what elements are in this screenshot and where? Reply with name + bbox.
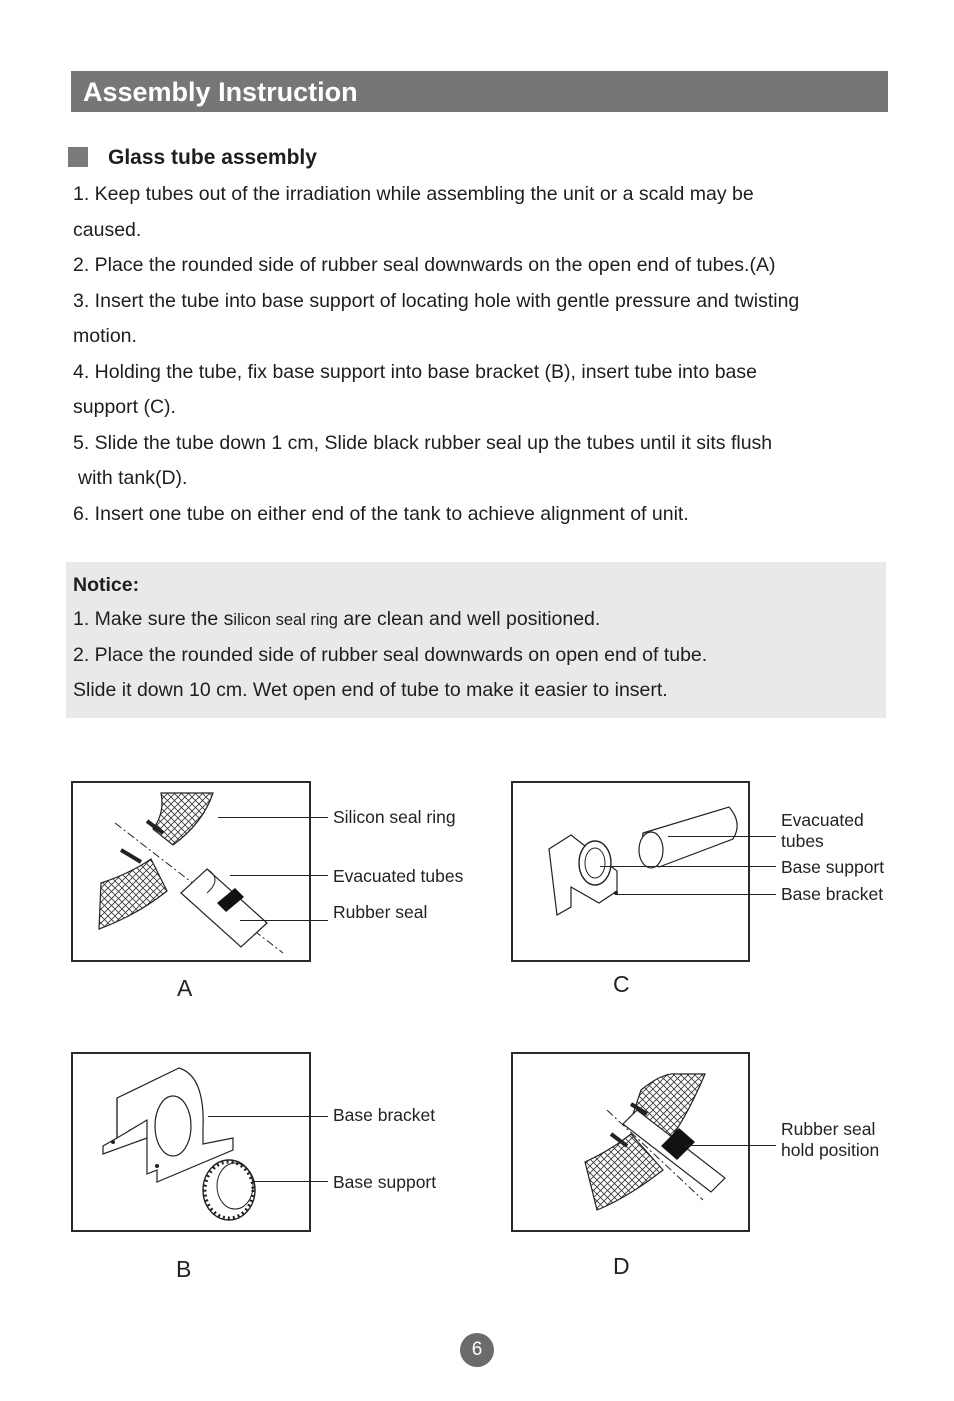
notice-title: Notice: xyxy=(73,574,140,596)
figure-b-letter: B xyxy=(176,1256,192,1282)
notice-line1-small: ilicon seal ring xyxy=(233,611,338,629)
notice-line xyxy=(73,602,707,638)
figure-a-label-evacuated-tubes: Evacuated tubes xyxy=(333,866,464,886)
header-bar xyxy=(71,71,888,112)
step-line: 4. Holding the tube, fix base support into base bracket (B), insert tube into base xyxy=(73,360,757,383)
figure-c-label-base-support: Base support xyxy=(781,857,885,877)
notice-line1-prefix: 1. Make sure the s xyxy=(73,608,234,630)
figure-c-label-tubes: tubes xyxy=(781,831,824,851)
figure-a-label-rubber-seal: Rubber seal xyxy=(333,902,428,922)
figure-a-illustration xyxy=(71,781,311,962)
step-line: 3. Insert the tube into base support of locating hole with gentle pressure and twisting xyxy=(73,289,800,312)
figure-d-illustration xyxy=(511,1052,750,1232)
section-bullet xyxy=(68,147,88,167)
notice-line: 2. Place the rounded side of rubber seal downwards on open end of tube. xyxy=(73,643,708,666)
instruction-steps xyxy=(73,177,903,532)
notice-box xyxy=(66,562,886,718)
step-line: caused. xyxy=(73,218,142,241)
figure-c-label-base-bracket: Base bracket xyxy=(781,884,884,904)
step-line: motion. xyxy=(73,325,137,347)
figure-a-letter: A xyxy=(177,975,193,1001)
figure-c-label-evacuated: Evacuated xyxy=(781,810,864,830)
figure-b-label-base-bracket: Base bracket xyxy=(333,1105,436,1125)
step-line: with tank(D). xyxy=(78,467,188,489)
step-line: 6. Insert one tube on either end of the tank to achieve alignment of unit. xyxy=(73,502,689,525)
figure-d-label-hold-position: hold position xyxy=(781,1140,880,1160)
figure-b-label-base-support: Base support xyxy=(333,1172,437,1192)
section-title: Glass tube assembly xyxy=(108,146,317,169)
figure-b-illustration xyxy=(71,1052,311,1232)
step-line: support (C). xyxy=(73,396,176,418)
notice-line1-suffix: are clean and well positioned. xyxy=(337,608,601,630)
figure-c-letter: C xyxy=(613,971,630,997)
step-line: 1. Keep tubes out of the irradiation while assembling the unit or a scald may be xyxy=(73,183,754,205)
figure-d-label-rubber-seal: Rubber seal xyxy=(781,1119,876,1139)
page-number-badge: 6 xyxy=(460,1333,494,1367)
notice-line: Slide it down 10 cm. Wet open end of tube to make it easier to insert. xyxy=(73,679,668,701)
page-title: Assembly Instruction xyxy=(83,77,358,107)
step-line: 2. Place the rounded side of rubber seal downwards on the open end of tubes.(A) xyxy=(73,254,776,276)
figure-d-letter: D xyxy=(613,1253,630,1279)
step-line: 5. Slide the tube down 1 cm, Slide black rubber seal up the tubes until it sits flush xyxy=(73,431,773,454)
figure-a-label-silicon-seal-ring: Silicon seal ring xyxy=(333,807,456,827)
figure-c-illustration xyxy=(511,781,750,962)
